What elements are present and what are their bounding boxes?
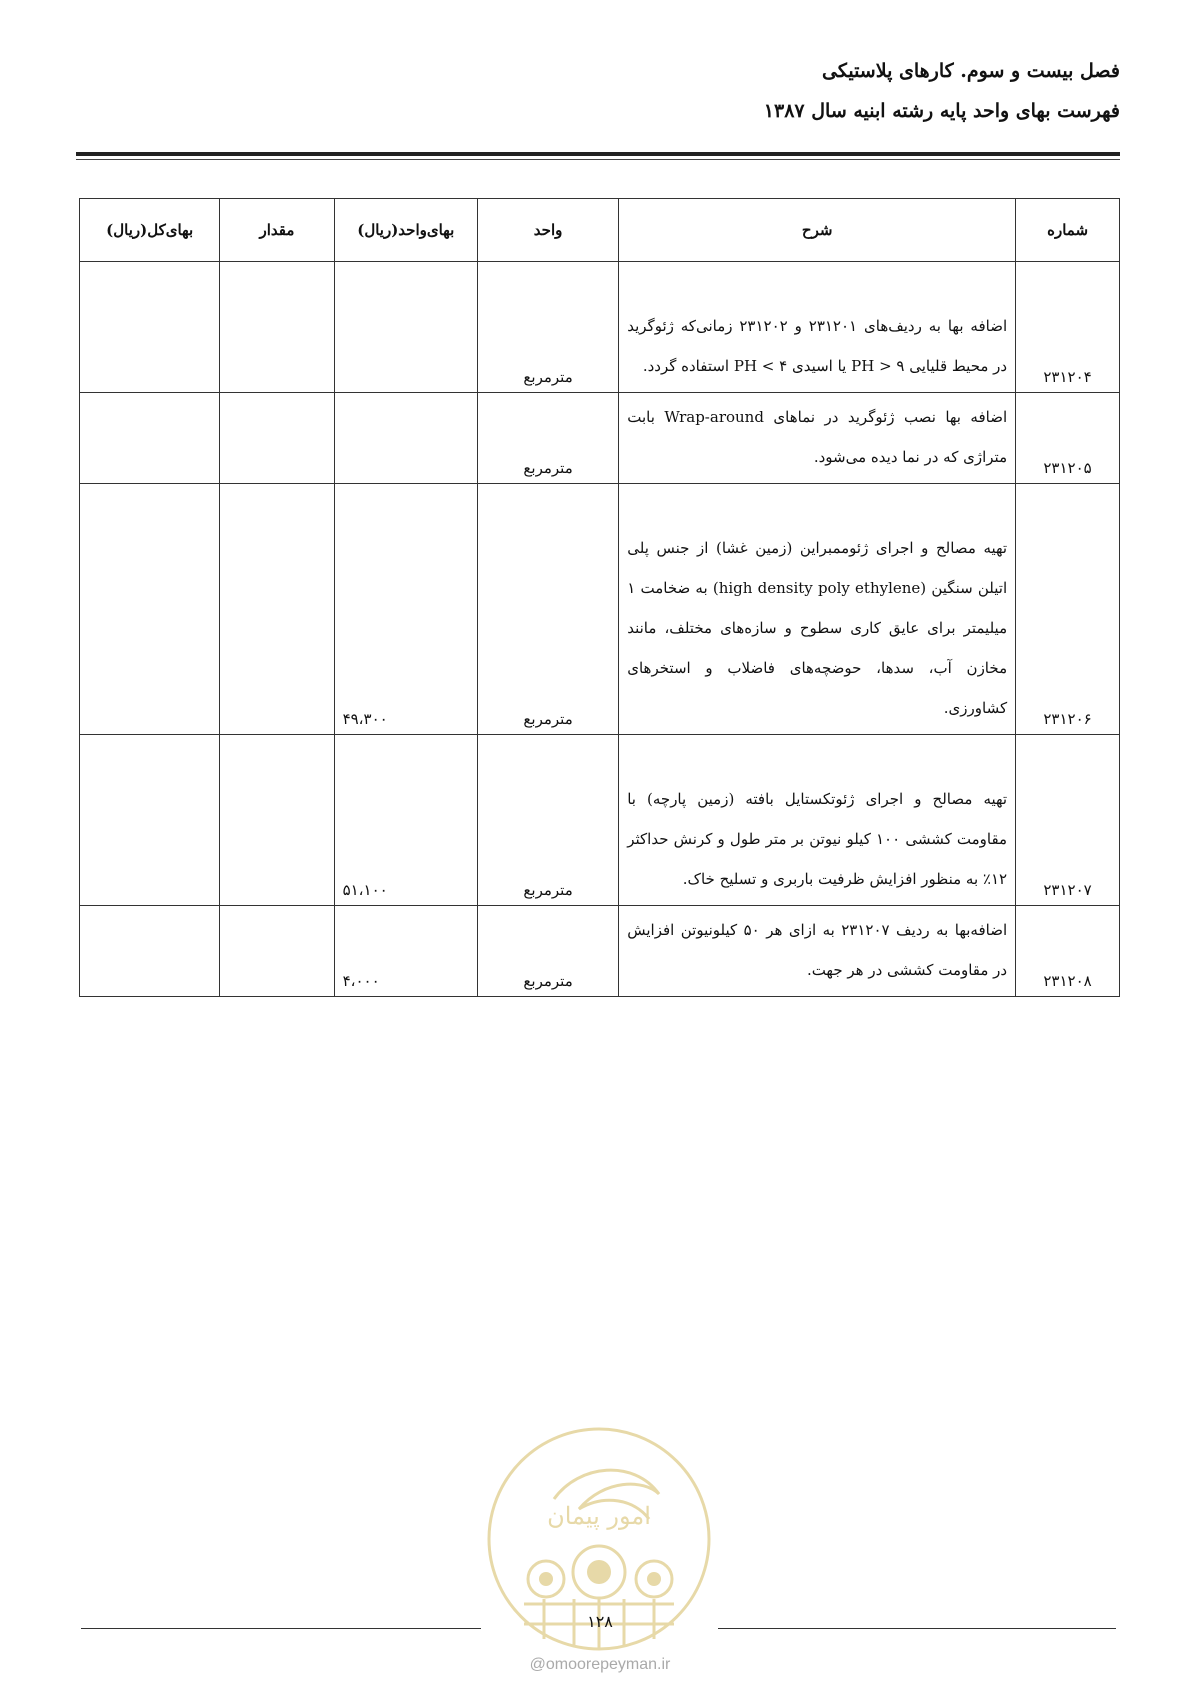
header-rule-thin bbox=[76, 159, 1120, 160]
item-description: اضافه‌بها به ردیف ۲۳۱۲۰۷ به ازای هر ۵۰ کیلونیوتن افزایش در مقاومت کششی در هر جهت. bbox=[619, 906, 1016, 997]
table-row bbox=[80, 393, 1120, 484]
chapter-title: فصل بیست و سوم. کارهای پلاستیکی bbox=[822, 60, 1120, 82]
item-unit: مترمربع bbox=[477, 906, 618, 997]
item-qty bbox=[220, 393, 334, 484]
item-code: ۲۳۱۲۰۷ bbox=[1016, 735, 1120, 906]
item-unit-price bbox=[334, 393, 477, 484]
col-header-unit-price: بهای‌واحد(ریال) bbox=[334, 199, 477, 262]
item-code: ۲۳۱۲۰۸ bbox=[1016, 906, 1120, 997]
item-total bbox=[80, 735, 220, 906]
item-unit-price bbox=[334, 262, 477, 393]
item-unit: مترمربع bbox=[477, 735, 618, 906]
table-row bbox=[80, 906, 1120, 997]
table-row bbox=[80, 484, 1120, 735]
footer-rule-right bbox=[718, 1628, 1116, 1629]
item-unit: مترمربع bbox=[477, 484, 618, 735]
page-number: ۱۲۸ bbox=[587, 1612, 613, 1631]
col-header-unit: واحد bbox=[477, 199, 618, 262]
item-code: ۲۳۱۲۰۵ bbox=[1016, 393, 1120, 484]
item-description: اضافه بها نصب ژئوگرید در نماهای Wrap-around بابت متراژی که در نما دیده می‌شود. bbox=[619, 393, 1016, 484]
page-header bbox=[764, 60, 1120, 122]
item-qty bbox=[220, 906, 334, 997]
item-unit: مترمربع bbox=[477, 393, 618, 484]
item-description: تهیه مصالح و اجرای ژئوتکستایل بافته (زمین پارچه) با مقاومت کششی ۱۰۰ کیلو نیوتن بر متر طول و کرنش حداکثر ۱۲٪ به منظور افزایش ظرفیت باربری و تسلیح خاک. bbox=[619, 735, 1016, 906]
col-header-qty: مقدار bbox=[220, 199, 334, 262]
document-title: فهرست بهای واحد پایه رشته ابنیه سال ۱۳۸۷ bbox=[763, 100, 1120, 122]
table-row bbox=[80, 735, 1120, 906]
footer-rule-left bbox=[81, 1628, 481, 1629]
item-unit-price: ۴۹،۳۰۰ bbox=[334, 484, 477, 735]
item-qty bbox=[220, 262, 334, 393]
item-code: ۲۳۱۲۰۴ bbox=[1016, 262, 1120, 393]
item-description: تهیه مصالح و اجرای ژئوممبراین (زمین غشا) از جنس پلی اتیلن سنگین (high density poly ethylene) به ضخامت ۱ میلیمتر برای عایق کاری سطوح و سازه‌های مختلف، مانند مخازن آب، سدها، حوضچه‌های فاضلاب و استخرهای کشاورزی. bbox=[619, 484, 1016, 735]
item-qty bbox=[220, 484, 334, 735]
table-row bbox=[80, 262, 1120, 393]
item-total bbox=[80, 262, 220, 393]
price-table bbox=[79, 198, 1120, 997]
seal-text: امور پیمان bbox=[547, 1502, 651, 1530]
item-total bbox=[80, 393, 220, 484]
item-unit: مترمربع bbox=[477, 262, 618, 393]
item-total bbox=[80, 484, 220, 735]
col-header-total: بهای‌کل(ریال) bbox=[80, 199, 220, 262]
item-total bbox=[80, 906, 220, 997]
header-rule-thick bbox=[76, 152, 1120, 156]
website-watermark: @omoorepeyman.ir bbox=[529, 1656, 671, 1673]
item-code: ۲۳۱۲۰۶ bbox=[1016, 484, 1120, 735]
item-description: اضافه بها به ردیف‌های ۲۳۱۲۰۱ و ۲۳۱۲۰۲ زمانی‌که ژئوگرید در محیط قلیایی PH > ۹ یا اسیدی PH < ۴ استفاده گردد. bbox=[619, 262, 1016, 393]
col-header-desc: شرح bbox=[619, 199, 1016, 262]
item-qty bbox=[220, 735, 334, 906]
item-unit-price: ۴،۰۰۰ bbox=[334, 906, 477, 997]
item-unit-price: ۵۱،۱۰۰ bbox=[334, 735, 477, 906]
table-header-row bbox=[80, 199, 1120, 262]
col-header-code: شماره bbox=[1016, 199, 1120, 262]
